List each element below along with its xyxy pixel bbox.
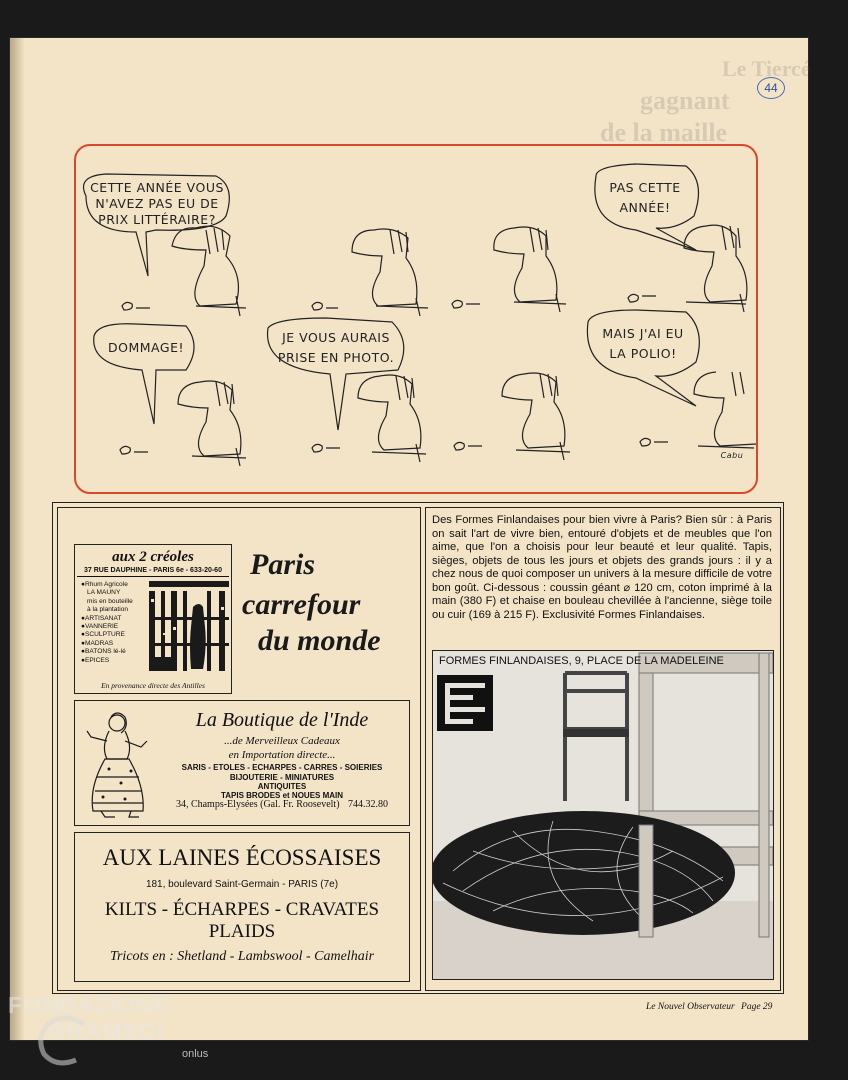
furniture-photo (433, 651, 773, 979)
formes-finlandaises-ad (425, 507, 781, 991)
indian-dancer-illustration (81, 707, 153, 819)
archive-watermark (8, 990, 228, 1070)
watermark-line-1: FONDAZIONE (8, 992, 171, 1018)
inde-address-line (159, 799, 405, 810)
bubble-line-8: PRISE EN PHOTO. (277, 350, 395, 365)
bubble-line-4: PAS CETTE (609, 180, 681, 195)
watermark-line-3: onlus (182, 1048, 209, 1060)
formes-photo (432, 650, 774, 980)
bubble-line-2: N'AVEZ PAS EU DE (95, 196, 219, 211)
bubble-line-7: JE VOUS AURAIS (282, 330, 390, 345)
figures-row-1 (122, 225, 747, 316)
creoles-footer: En provenance directe des Antilles (101, 681, 205, 690)
bubble-line-9: MAIS J'AI EU (602, 326, 684, 341)
inde-products-1: SARIS - ETOLES - ECHARPES - CARRES - SOIERIES (181, 763, 383, 772)
magazine-name: Le Nouvel Observateur (646, 1002, 735, 1012)
cartoonist-signature: Cabu (720, 451, 744, 460)
watermark-g-logo-icon (34, 1012, 94, 1070)
paris-line-3: du monde (258, 624, 381, 657)
laines-address: 181, boulevard Saint-Germain - PARIS (7e) (145, 879, 339, 890)
paris-line-1: Paris (250, 548, 316, 581)
floor-cushion (433, 811, 735, 935)
creoles-address: 37 RUE DAUPHINE - PARIS 6e - 633-20-60 (84, 567, 222, 574)
bleed-line-1: Le Tiercé (722, 56, 811, 81)
creoles-item: ●EPICES (81, 656, 110, 664)
page-spine (10, 38, 24, 1040)
creoles-title: aux 2 créoles (112, 549, 194, 565)
paris-line-2: carrefour (242, 588, 361, 621)
inde-phone: 744.32.80 (348, 799, 389, 810)
creoles-item: ●ARTISANAT (81, 614, 122, 622)
bubble-line-6: DOMMAGE! (108, 340, 184, 355)
bleed-line-3: de la maille (600, 118, 728, 147)
creoles-item: à la plantation (87, 606, 129, 614)
bleed-line-2: gagnant (640, 86, 730, 115)
creoles-item: ●VANNERIE (81, 623, 119, 631)
bubble-line-3: PRIX LITTÉRAIRE? (98, 212, 216, 227)
bubble-line-10: LA POLIO! (609, 346, 677, 361)
bubble-line-5: ANNÉE! (619, 200, 671, 215)
bubble-outline-3 (94, 324, 194, 424)
laines-products-1: KILTS - ÉCHARPES - CRAVATES (104, 899, 380, 920)
cartoon-strip (74, 144, 758, 494)
footer-page-number: Page 29 (741, 1002, 773, 1012)
inde-title: La Boutique de l'Inde (195, 709, 369, 731)
laines-ecossaises-ad (74, 832, 410, 982)
laines-knits: Tricots en : Shetland - Lambswool - Camelhair (109, 949, 375, 964)
inde-products-3: ANTIQUITES (257, 782, 307, 791)
ads-block (52, 502, 784, 994)
creoles-item: ●Rhum Agricole (81, 581, 128, 588)
inde-tagline-2: en Importation directe... (228, 749, 336, 761)
ads-left-column (57, 507, 421, 991)
creoles-item: mis en bouteille (87, 597, 133, 605)
formes-text: Des Formes Finlandaises pour bien vivre à Paris? Bien sûr : à Paris on sait l'art de vivre bien, entouré d'objets et de meubles que l'on aime, que l'on a choisis pour leur beauté et leur qualité. Tapis, sièges, objets de tous les jours et objets des grands jours : il y a chez nous de quoi composer un univers à la mesure difficile de votre bon goût. Ci-dessous : coussin géant ⌀ 120 cm, coton imprimé à la main (380 F) et chaise en bouleau chevillée à l'ancienne, siège toile ou cuir (169 à 215 F). Exclusivité Formes Finlandaises. (432, 514, 772, 621)
bubble-line-1: CETTE ANNÉE VOUS (90, 180, 224, 195)
creoles-item: ●SCULPTURE (81, 631, 125, 639)
inde-tagline-1: ...de Merveilleux Cadeaux (224, 735, 340, 747)
page-footer (646, 1002, 772, 1012)
creoles-ad (74, 544, 232, 694)
creoles-list (81, 581, 147, 665)
inde-products-2: BIJOUTERIE - MINIATURES (229, 773, 335, 782)
laines-products-2: PLAIDS (208, 921, 276, 942)
boutique-inde-ad (74, 700, 410, 826)
shop-window-illustration (147, 577, 231, 679)
figures-row-2 (120, 372, 756, 466)
inde-products-4: TAPIS BRODES et NOUES MAIN (220, 791, 344, 800)
watermark-line-2: GRAMSCI (48, 1018, 164, 1044)
creoles-item: ●MADRAS (81, 639, 114, 647)
formes-caption: FORMES FINLANDAISES, 9, PLACE DE LA MADELEINE (439, 655, 724, 667)
laines-title: AUX LAINES ÉCOSSAISES (102, 845, 382, 870)
creoles-item: LA MAUNY (87, 589, 121, 597)
page-number-annotation: 44 (757, 77, 785, 99)
creoles-item: ●BATONS lé-lé (81, 648, 126, 656)
inde-address: 34, Champs-Elysées (Gal. Fr. Roosevelt) (175, 799, 340, 810)
